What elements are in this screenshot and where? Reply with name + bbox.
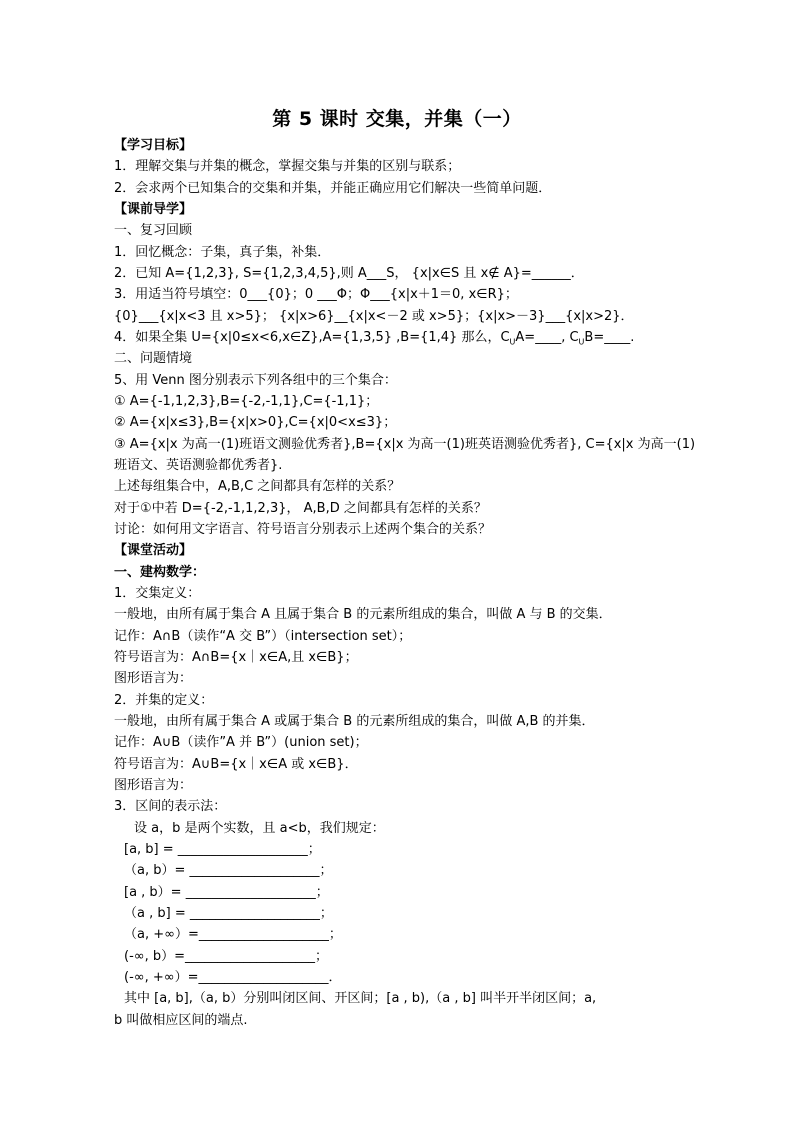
- question-set-d: 对于①中若 D={-2,-1,1,2,3}， A,B,D 之间都具有怎样的关系？: [114, 501, 487, 516]
- subheading-construct: 一、建构数学：: [114, 565, 206, 580]
- interval-a-infinity: （a, +∞）=____________________；: [124, 927, 342, 942]
- discussion: 讨论：如何用文字语言、符号语言分别表示上述两个集合的关系？: [114, 522, 492, 537]
- problem-5-group-3-cont: 班语文、英语测验都优秀者}.: [114, 458, 283, 473]
- complement-a-blank: A=____, C: [515, 330, 579, 345]
- section-heading-activity: 【课堂活动】: [114, 543, 193, 558]
- section-heading-objectives: 【学习目标】: [114, 138, 193, 153]
- interval-neg-infinity-b: (-∞, b）=____________________；: [124, 949, 329, 964]
- subheading-problem: 二、问题情境: [114, 351, 193, 366]
- review-item-1: 1．回忆概念：子集，真子集，补集．: [114, 245, 331, 260]
- complement-subscript-b: U: [578, 337, 585, 347]
- lesson-title: 第 5 课时 交集，并集（一）: [272, 108, 522, 130]
- problem-5-group-3: ③ A={x|x 为高一(1)班语文测验优秀者},B={x|x 为高一(1)班英语测验优秀者}, C={x|x 为高一(1): [114, 437, 696, 452]
- review-item-2: 2．已知 A={1,2,3}, S={1,2,3,4,5},则 A___S， {x|x∈S 且 x∉ A}=______．: [114, 266, 584, 281]
- union-notation: 记作：A∪B（读作”A 并 B”）(union set)；: [114, 735, 368, 750]
- objective-1: 1．理解交集与并集的概念，掌握交集与并集的区别与联系；: [114, 159, 461, 174]
- review-item-4: [114, 328, 634, 353]
- union-heading: 2．并集的定义：: [114, 693, 214, 708]
- interval-open: （a, b）= ____________________；: [124, 863, 333, 878]
- union-symbolic: 符号语言为：A∪B={x｜x∈A 或 x∈B}．: [114, 757, 358, 772]
- review-item-4-text: 4．如果全集 U={x|0≤x<6,x∈Z},A={1,3,5} ,B={1,4} 那么，C: [114, 330, 510, 345]
- problem-5-group-1: ① A={-1,1,2,3},B={-2,-1,1},C={-1,1}；: [114, 394, 379, 409]
- intersection-definition: 一般地，由所有属于集合 A 且属于集合 B 的元素所组成的集合，叫做 A 与 B 的交集．: [114, 607, 612, 622]
- review-item-3-cont: {0}___{x|x<3 且 x>5}； {x|x>6}__{x|x<－2 或 x>5}；{x|x>－3}___{x|x>2}．: [114, 309, 634, 324]
- complement-subscript-a: U: [509, 337, 516, 347]
- intersection-heading: 1．交集定义：: [114, 586, 201, 601]
- interval-endpoints: b 叫做相应区间的端点.: [114, 1013, 248, 1028]
- section-heading-preview: 【课前导学】: [114, 202, 193, 217]
- interval-closed: [a, b] = ____________________；: [124, 842, 321, 857]
- interval-half-open-right: [a , b）= ____________________；: [124, 885, 329, 900]
- complement-b-blank: B=____.: [584, 330, 635, 345]
- interval-names: 其中 [a, b],（a, b）分别叫闭区间、开区间；[a , b),（a , b] 叫半开半闭区间；a,: [124, 991, 597, 1006]
- intersection-notation: 记作：A∩B（读作“A 交 B”）（intersection set）；: [114, 629, 412, 644]
- question-relations: 上述每组集合中，A,B,C 之间都具有怎样的关系？: [114, 479, 401, 494]
- problem-5-group-2: ② A={x|x≤3},B={x|x>0},C={x|0<x≤3}；: [114, 415, 397, 430]
- interval-intro: 设 a，b 是两个实数，且 a<b，我们规定：: [134, 821, 385, 836]
- problem-5: 5、用 Venn 图分别表示下列各组中的三个集合：: [114, 373, 397, 388]
- interval-heading: 3．区间的表示法：: [114, 799, 227, 814]
- subheading-review: 一、复习回顾: [114, 223, 193, 238]
- interval-half-open-left: （a , b] = ____________________；: [124, 906, 333, 921]
- union-definition: 一般地，由所有属于集合 A 或属于集合 B 的元素所组成的集合，叫做 A,B 的并集．: [114, 714, 595, 729]
- objective-2: 2．会求两个已知集合的交集和并集，并能正确应用它们解决一些简单问题．: [114, 181, 552, 196]
- intersection-graphic: 图形语言为：: [114, 671, 193, 686]
- union-graphic: 图形语言为：: [114, 778, 193, 793]
- review-item-3: 3．用适当符号填空：0___{0}；0 ___Φ；Φ___{x|x＋1＝0, x∈R}；: [114, 287, 518, 302]
- intersection-symbolic: 符号语言为：A∩B={x｜x∈A,且 x∈B}；: [114, 650, 358, 665]
- interval-all-reals: (-∞, +∞）=____________________．: [124, 970, 342, 985]
